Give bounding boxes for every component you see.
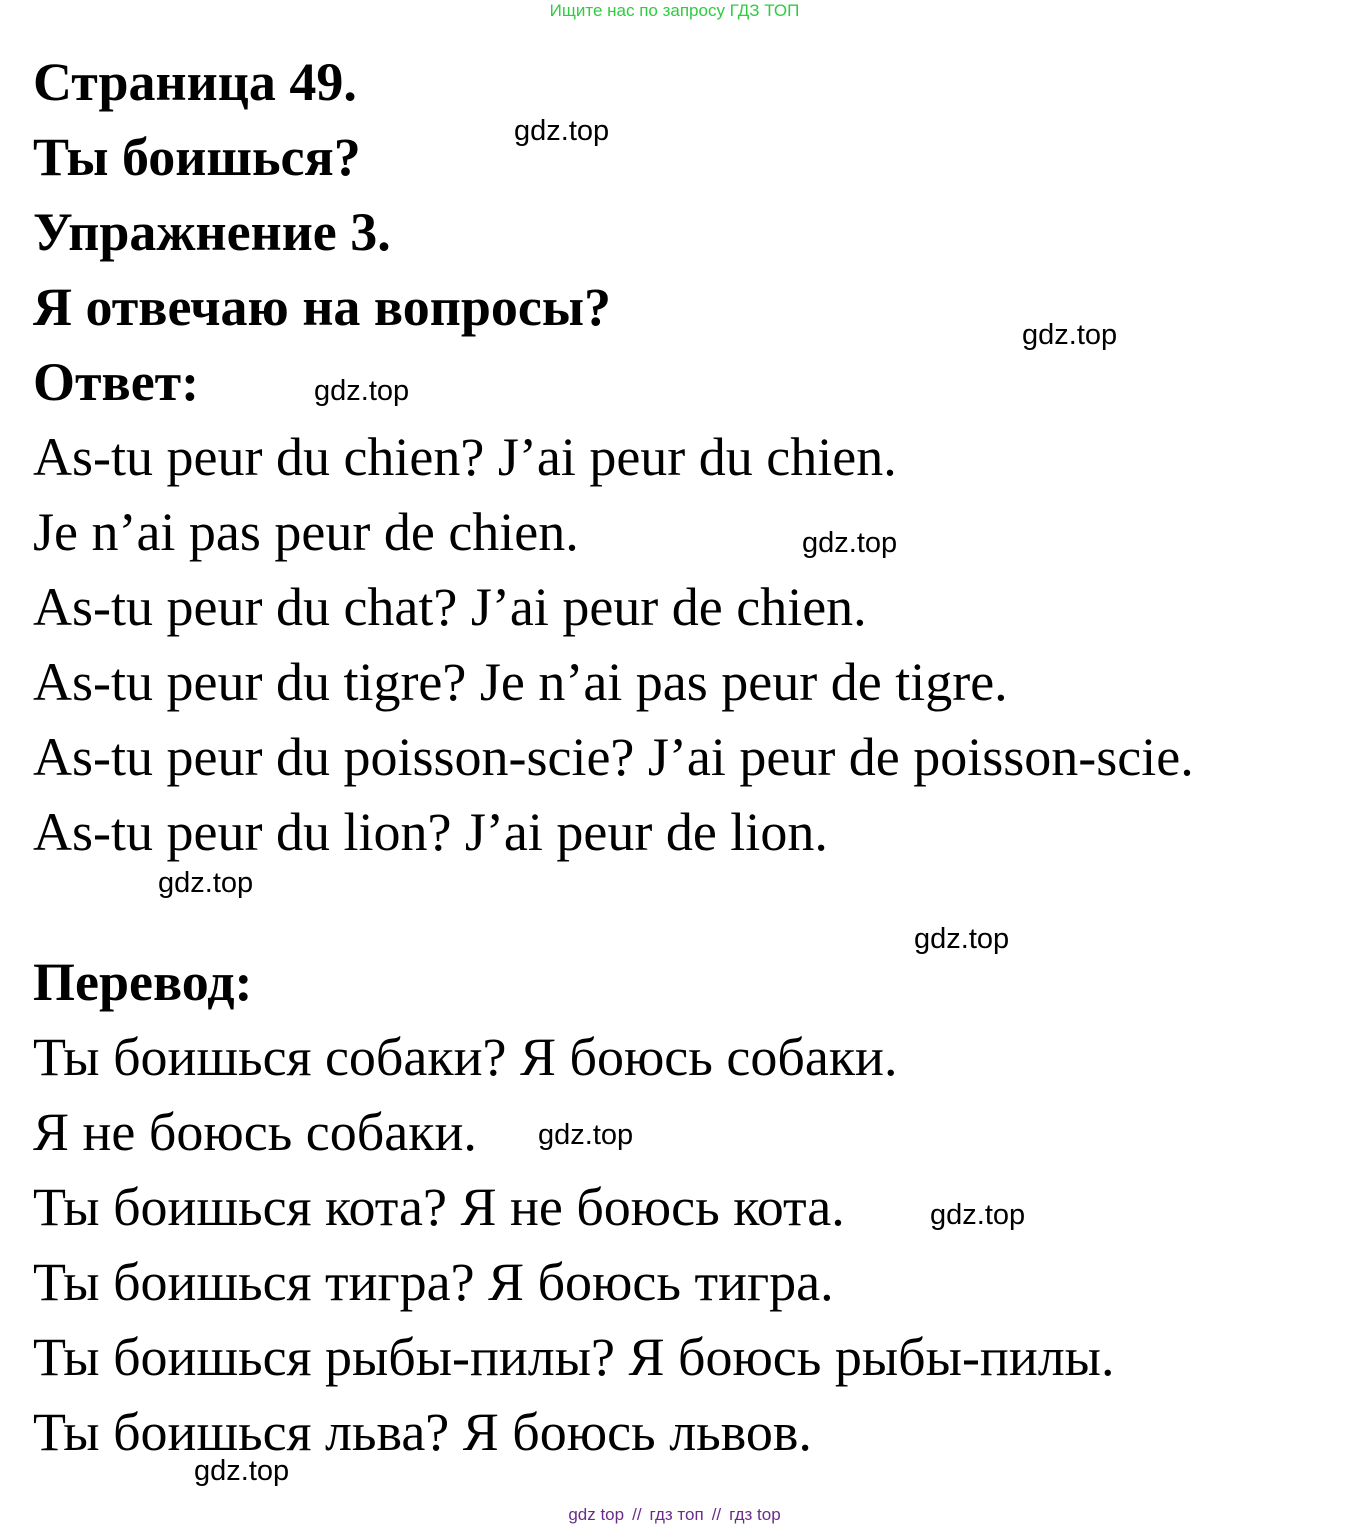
translation-line-6: Ты боишься льва? Я боюсь львов.: [33, 1402, 812, 1462]
translation-line-5: Ты боишься рыбы-пилы? Я боюсь рыбы-пилы.: [33, 1327, 1115, 1387]
answer-line-6: As-tu peur du lion? J’ai peur de lion.: [33, 802, 828, 862]
translation-line-4: Ты боишься тигра? Я боюсь тигра.: [33, 1252, 834, 1312]
watermark: gdz.top: [158, 867, 254, 899]
exercise-heading: Упражнение 3.: [33, 202, 391, 262]
watermark: gdz.top: [802, 527, 898, 559]
answer-label: Ответ:: [33, 352, 200, 412]
bottom-banner-part-2: гдз топ: [649, 1505, 704, 1524]
bottom-banner-separator: //: [632, 1505, 642, 1524]
watermark: gdz.top: [314, 375, 410, 407]
bottom-banner-part-1: gdz top: [568, 1505, 625, 1524]
bottom-banner-part-3: гдз top: [729, 1505, 781, 1524]
page-number-heading: Страница 49.: [33, 52, 357, 112]
answer-line-3: As-tu peur du chat? J’ai peur de chien.: [33, 577, 867, 637]
watermark: gdz.top: [1022, 319, 1118, 351]
watermark: gdz.top: [194, 1455, 290, 1487]
bottom-banner: [0, 1503, 1349, 1527]
translation-line-2: Я не боюсь собаки.: [33, 1102, 477, 1162]
watermark: gdz.top: [514, 115, 610, 147]
bottom-banner-separator: //: [711, 1505, 722, 1524]
topic-heading: Ты боишься?: [33, 127, 361, 187]
answer-line-2: Je n’ai pas peur de chien.: [33, 502, 579, 562]
answer-line-4: As-tu peur du tigre? Je n’ai pas peur de tigre.: [33, 652, 1008, 712]
watermark: gdz.top: [914, 923, 1010, 955]
translation-line-1: Ты боишься собаки? Я боюсь собаки.: [33, 1027, 898, 1087]
top-banner: Ищите нас по запросу ГДЗ ТОП: [549, 1, 800, 20]
answer-line-5: As-tu peur du poisson-scie? J’ai peur de poisson-scie.: [33, 727, 1194, 787]
answer-line-1: As-tu peur du chien? J’ai peur du chien.: [33, 427, 897, 487]
watermark: gdz.top: [930, 1199, 1026, 1231]
translation-line-3: Ты боишься кота? Я не боюсь кота.: [33, 1177, 845, 1237]
watermark: gdz.top: [538, 1119, 634, 1151]
translation-label: Перевод:: [33, 952, 253, 1012]
task-heading: Я отвечаю на вопросы?: [33, 277, 611, 337]
